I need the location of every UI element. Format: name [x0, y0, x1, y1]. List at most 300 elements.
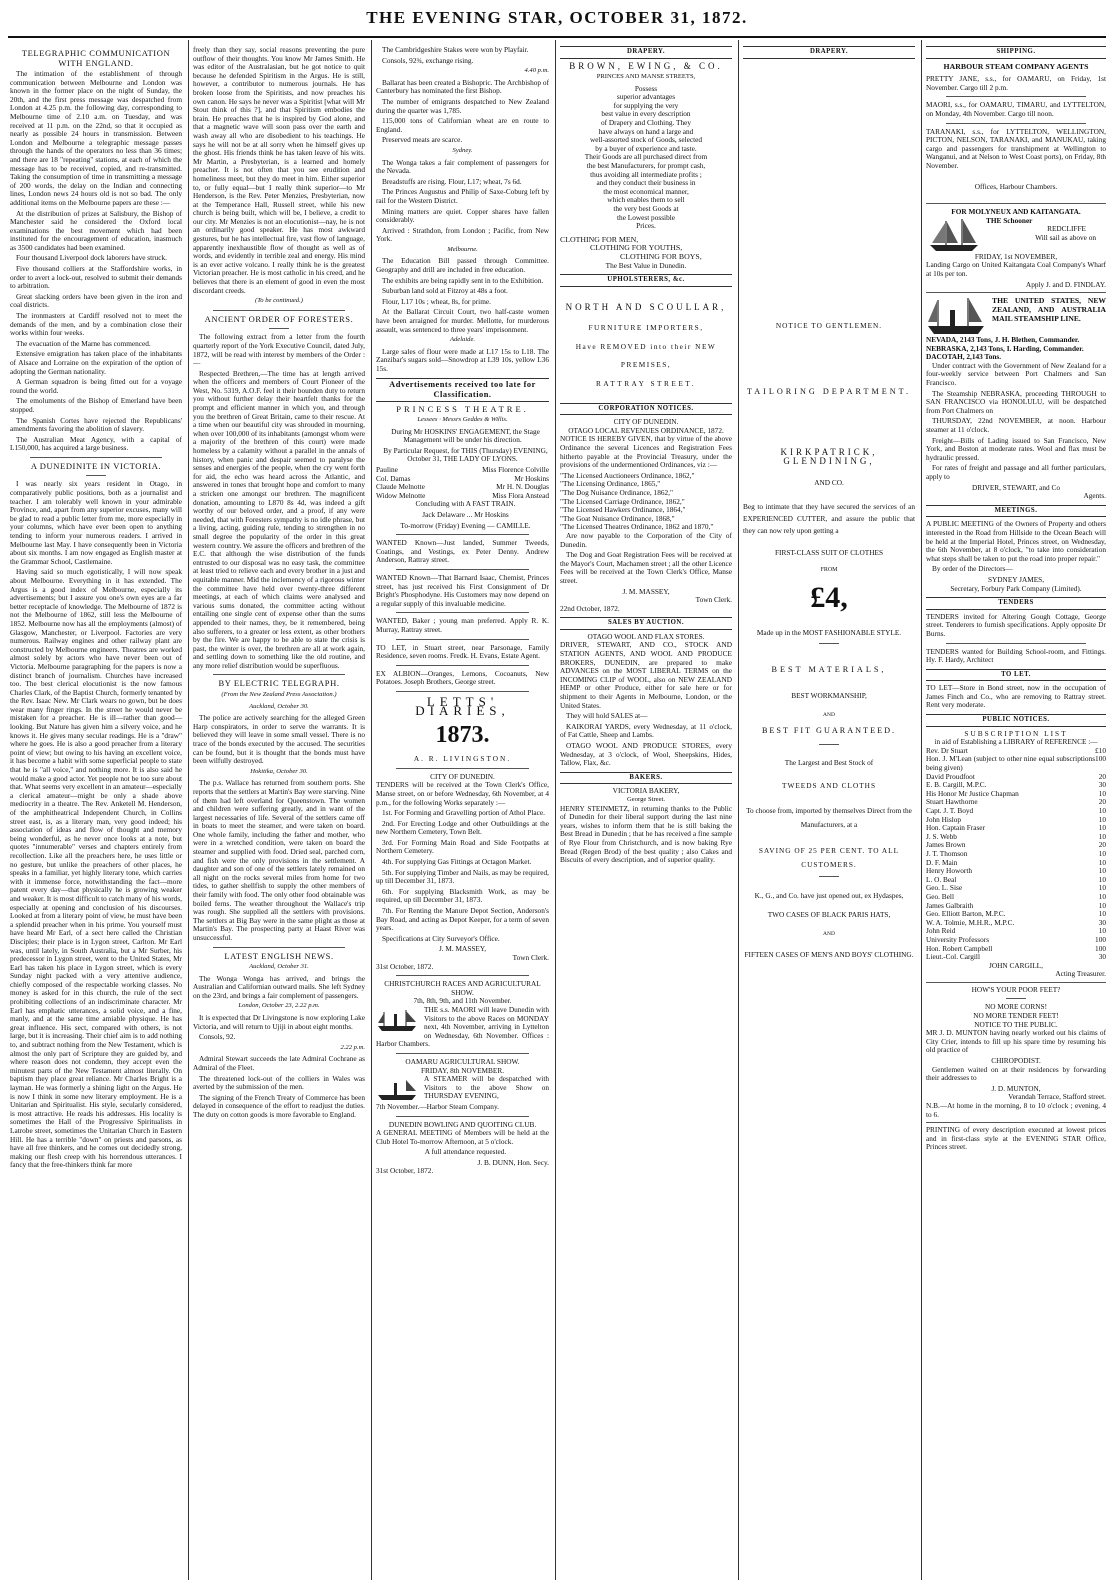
ad-clothing: FIFTEEN CASES OF MEN'S AND BOYS' CLOTHING. [744, 950, 914, 960]
news-item: Large sales of flour were made at L17 15s to L18. The Zanzibar's sugars sold—Snowdrop at L39 10s, yellow L36 15s. [376, 346, 549, 373]
article-paragraph: A German squadron is being fitted out for a voyage round the world. [10, 377, 182, 395]
steamship-icon [926, 296, 988, 336]
tender-item: 6th. For supplying Blacksmith Work, as may be required, up till December 31, 1873. [376, 886, 549, 905]
letts-seller: A. R. LIVINGSTON. [413, 754, 512, 764]
ad-subhead: NOTICE TO THE PUBLIC. [974, 1019, 1058, 1029]
divider [396, 975, 529, 976]
masthead: THE EVENING STAR, OCTOBER 31, 1872. [366, 8, 748, 27]
notice-text: NOTICE IS HEREBY GIVEN, that by virtue of the above Ordinance the several Licences and Registration Fees hitherto payable at the Provincial Treasury, under the provisions of the undermentioned Ordinances, viz :— [560, 434, 732, 470]
ad-headline: NO MORE CORNS! [984, 1002, 1048, 1012]
subscription-amount: 10 [1098, 866, 1106, 876]
cast-row: Widow Melnotte Miss Flora Anstead [376, 490, 549, 500]
subscription-amount: 20 [1098, 771, 1106, 781]
article-paragraph: The Australian Meat Agency, with a capital of L150,000, has acquired a large business. [10, 434, 182, 453]
divider [213, 310, 345, 311]
article-headline: TELEGRAPHIC COMMUNICATION WITH ENGLAND. [21, 48, 171, 68]
subscription-amount: 20 [1098, 797, 1106, 807]
subscriber-name: Henry Howorth [926, 866, 973, 876]
subscription-amount: 10 [1098, 788, 1106, 798]
steamship-icon [376, 1075, 420, 1101]
schooner-text: Landing Cargo on United Kaitangata Coal Company's Wharf at 10s per ton. [926, 260, 1106, 278]
ad-text: For rates of freight and passage and all further particulars, apply to [926, 463, 1106, 481]
signature: J. M. MASSEY, [438, 944, 487, 954]
ad-and: AND [823, 930, 835, 937]
article-paragraph: The Spanish Cortes have rejected the Republicans' amendments favoring the abolition of slavery. [10, 415, 182, 434]
divider [819, 643, 839, 644]
ad-hats: TWO CASES OF BLACK PARIS HATS, [767, 910, 891, 920]
subscription-amount: £10 [1095, 745, 1106, 755]
subscriber-name: Hon. J. M'Lean (subject to other nine equal subscriptions being given) [926, 754, 1096, 773]
subscription-amount: 100 [1095, 934, 1106, 944]
address: Verandah Terrace, Stafford street. [1008, 1092, 1106, 1102]
ad-headline: NOTICE TO GENTLEMEN. [775, 320, 883, 330]
subscription-amount: 10 [1098, 883, 1106, 893]
article-source: (From the New Zealand Press Association.) [221, 690, 337, 698]
notice-heading: OTAGO WOOL AND FLAX STORES. [587, 631, 705, 641]
article-headline: A DUNEDINITE IN VICTORIA. [30, 460, 162, 471]
signature-title: Agents. [1083, 491, 1106, 501]
article-paragraph: freely than they say, social reasons preventing the pure outflow of their thoughts. You know Mr James Smith. He was editor of the Australasian, but he got notice to quit because he defended Spiritism in the Argus. He is still, however, a contributor to numerous journals. He has broken loose from the Spiritists, and now preaches his own canon. He says he never was a Spiritist [what will Mr Stout think of this ?], and that Spiritism embodies the brain. He preaches that he is inspired by God alone, and that a magnetic wave will soon pass over the earth and wash away all who are disobedient to his teachings. He says he will not be at all sorry when he himself gives up the ghost. His friends think he has taken leave of his wits. Mr Martin, a Presbyterian, is a learned and homely preacher. It is not often that you see erudition and homeliness meet, but they do meet in him. Either superior to, or fully equal—but I really think superior—to Mr Henderson, is the Rev. Peter Menzies, Presbyterian, now at the Temperance Hall, Russell street, while his new church is being built, which will be, I believe, a credit to our city. Mr Menzies is not an elocutionist—nay, he is not an ordinarily good speaker. He has most awkward gestures, but he has intellectual fire, vast flow of language, apparently inexhaustible flow of thought as well as of words, and evidently in terrible zeal and energy. His mind is an ever active volcano. I really think he is the greatest Victorian preacher. He is most catholic in his creed, and he believes that there is an element of good in even the most discordant creeds. [193, 46, 365, 295]
theatre-text: Concluding with A FAST TRAIN. [415, 499, 516, 509]
section-header: UPHOLSTERERS, &c. [560, 274, 732, 287]
tender-notice: TENDERS wanted for Building School-room, and Fittings. Hy. F. Hardy, Architect [926, 646, 1106, 665]
ad-text: Gentlemen waited on at their residences by forwarding their addresses to [926, 1064, 1106, 1083]
cast-row: Col. Damas Mr Hoskins [376, 473, 549, 483]
news-item: Arrived : Strathdon, from London ; Pacific, from New York. [376, 225, 549, 244]
column-1 [10, 46, 182, 1576]
article-paragraph: The emoluments of the Bishop of Emerland have been stopped. [10, 396, 182, 414]
subscription-list [926, 747, 1106, 962]
tender-item: 7th. For Renting the Manure Depot Section, Anderson's Bay Road, and acting as Depot Keeper, for a term of seven years. [376, 906, 549, 933]
cast-row: Claude Melnotte Mr H. N. Douglas [376, 482, 549, 492]
subscriber-name: Rev. Dr Stuart [926, 745, 968, 755]
notice-text: A full attendance requested. [424, 1147, 507, 1157]
article-paragraph: The threatened lock-out of the colliers in Wales was averted by the submission of the men. [193, 1073, 365, 1092]
article-paragraph: It is expected that Dr Livingstone is now exploring Lake Victoria, and will return to Ujiji in about eight months. [193, 1013, 365, 1031]
ad-best-materials: BEST MATERIALS, [771, 664, 887, 674]
letts-title: LETTS' DIARIES, [415, 693, 510, 718]
cast-row: Pauline Miss Florence Colville [376, 465, 549, 475]
subscriber-name: J. T. Thomson [926, 848, 968, 858]
news-item: Preserved meats are scarce. [382, 135, 463, 145]
ad-suit: FIRST-CLASS SUIT OF CLOTHES [774, 548, 884, 558]
subscription-row [926, 755, 1106, 772]
ad-text: Have REMOVED into their NEW [575, 341, 717, 351]
news-item: The Princes Augustus and Philip of Saxe-Coburg left by rail for the Western District. [376, 187, 549, 205]
classified-ad: EX ALBION—Oranges, Lemons, Cocoanuts, New Potatoes. Joseph Brothers, George street. [376, 668, 549, 687]
subscription-amount: 10 [1098, 909, 1106, 919]
subscriber-name: John Hislop [926, 814, 962, 824]
article-paragraph: The p.s. Wallace has returned from southern ports. She reports that the settlers at Martin's Bay were starving. Nine of them had left overland for Queenstown. The women and children were suffering greatly, and in want of the largest necessaries of life. Several of the settlers came off in boats to meet the steamer, and were taken on board. One whole family, including the father and mother, who were in a wretched condition, were taken on board the steamer and supplied with food. Dried seal, parched corn, and fish were the only provisions in the settlement. A daughter and son of one of the settlers lately remained on all night on the rocks several miles from home for two tides, to gather shellfish to supply the other members of their family with food. The only other food obtainable was boiled ferns. The weather throughout the Wallace's trip was rough. She supplied all the settlers with provisions. The settlers at Big Bay were in the same plight as those at Martin's Bay. The prospecting party at Haast River was unsuccessful. [193, 778, 365, 942]
shipping-item: PRETTY JANE, s.s., for OAMARU, on Friday, 1st November. Cargo till 2 p.m. [926, 74, 1106, 92]
article-paragraph: The following extract from a letter from the fourth quarterly report of the York Executive Council, dated July, 1872, will be read with interest by members of the Order :— [193, 332, 365, 368]
article-paragraph: Extensive emigration has taken place of the inhabitants of Alsace and Lorraine on the expiration of the option of adopting the German nationality. [10, 349, 182, 376]
dateline: London, October 23, 2.22 p.m. [238, 1002, 320, 1010]
news-item: Ballarat has been created a Bishopric. The Archbishop of Canterbury has nominated the first Bishop. [376, 77, 549, 96]
tender-item: 2nd. For Erecting Lodge and other Outbuildings at the new Northern Cemetery, Town Belt. [376, 818, 549, 837]
article-headline: LATEST ENGLISH NEWS. [224, 950, 334, 961]
divider [396, 639, 529, 640]
divider [396, 768, 529, 769]
news-item: Flour, L17 10s ; wheat, 8s, for prime. [382, 296, 491, 306]
ad-text: Beg to intimate that they have secured the services of an EXPERIENCED CUTTER, and assure the public that they can now rely upon getting a [743, 502, 915, 536]
notice-heading: CITY OF DUNEDIN. [430, 771, 495, 781]
tender-item: 3rd. For Forming Main Road and Side Footpaths at Northern Cemetery. [376, 837, 549, 856]
article-paragraph: At the distribution of prizes at Salisbury, the Bishop of Manchester said he considered the Oxford local examinations the best movement which had been instituted for the encouragement of education, inasmuch as 3500 candidates had been examined. [10, 208, 182, 252]
column-4 [560, 46, 732, 1576]
divider [396, 1116, 529, 1117]
ad-text: Made up in the MOST FASHIONABLE STYLE. [756, 627, 902, 637]
subscriber-name: W. A. Tolmie, M.H.R., M.P.C. [926, 917, 1015, 927]
ship-entry: NEVADA, 2143 Tons, J. H. Blethen, Commander. [926, 335, 1080, 345]
news-item: Consols, 92¾, exchange rising. [382, 55, 474, 65]
classified-ad: WANTED Known—Just landed, Summer Tweeds, Coatings, and Vestings, ex Peter Denny. Andrew Anderson, Rattray street. [376, 538, 549, 565]
article-paragraph: The intimation of the establishment of through communication between Melbourne and London was known in the former place on the night of Sunday, the 20th, and the first press message was despatched from London at 4.25 p.m. the following day, corresponding to Melbourne time of 2.10 a.m. on Tuesday, and was received at 11 p.m. on the 22nd, so that it occupied as nearly as possible 24 hours in transmission. Between London and Melbourne a telegraphic message passes through the hands of the operators no less than 36 times; and there are 18 "repeating" stations, at each of which the message has to be received, copied, and re-transmitted. Taking the consumption of time in transmitting a message of 200 words, the delay on the Indian and connecting lines, London news 24 hours old is not so bad. The only additional items on the Melbourne papers are these :— [10, 69, 182, 207]
divider [396, 691, 529, 692]
ad-text: The Steamship NEBRASKA, proceeding THROUGH to SAN FRANCISCO via HONOLULU, will be despatched from Port Chalmers on [926, 388, 1106, 415]
theatre-text: By Particular Request, for THIS (Thursday) EVENING, October 31, THE LADY OF LYONS. [383, 445, 548, 464]
section-header: Advertisements received too late for Classification. [376, 378, 549, 402]
subscriber-name: Geo. Bell [926, 891, 954, 901]
notice-dates: FRIDAY, 8th NOVEMBER. [420, 1065, 505, 1075]
ad-body: Possess superior advantages for supplying the very best value in every description of Drapery and Clothing. They have always on hand a large and well-assorted stock of Goods, selected by a buyer of experience and taste. Their Goods are all purchased direct from the best Manufacturers, for prompt cash, thus avoiding all intermediate profits ; and they conduct their business in the most economical manner, which enables them to sell the very best Goods at the Lowest possible Prices. [584, 83, 708, 231]
signature-title: Secretary, Forbury Park Company (Limited). [950, 583, 1082, 593]
subscriber-name: J. S. Webb [926, 831, 957, 841]
dateline: 4.40 p.m. [524, 67, 549, 75]
to-let-notice: TO LET—Store in Bond street, now in the occupation of James Finch and Co., who are removing to Rattray street. Rent very moderate. [926, 683, 1106, 710]
news-item: 115,000 tons of Californian wheat are en route to England. [376, 116, 549, 134]
divider [396, 569, 529, 570]
subscriber-name: E. B. Cargill, M.P.C. [926, 780, 987, 790]
divider [819, 744, 839, 745]
schooner-text: Will sail as above on [1035, 232, 1096, 242]
subscriber-name: L. O. Beal [926, 874, 957, 884]
section-header: CORPORATION NOTICES. [560, 403, 732, 416]
notice-text: KAIKORAI YARDS, every Wednesday, at 11 o'clock, of Fat Cattle, Sheep and Lambs. [560, 721, 732, 740]
subscription-amount: 10 [1098, 814, 1106, 824]
section-header: TO LET. [926, 669, 1106, 682]
subscriber-name: John Reid [926, 926, 956, 936]
dateline: Auckland, October 30. [249, 702, 309, 710]
meeting-notice: A PUBLIC MEETING of the Owners of Property and others interested in the Road from Hillside to the Ocean Beach will be held at the Imperial Hotel, Princes street, on Wednesday, the 6th November, at 8 o'clock, "to take into consideration what steps shall be taken to put the road into proper repair." [926, 519, 1106, 563]
divider [1006, 998, 1026, 999]
ad-text: THURSDAY, 22nd NOVEMBER, at noon. Harbour steamer at 11 o'clock. [926, 416, 1106, 435]
subscription-amount: 10 [1098, 900, 1106, 910]
ad-text: Under contract with the Government of New Zealand for a four-weekly service between Port Chalmers and San Francisco. [926, 360, 1106, 388]
signature: DRIVER, STEWART, and Co [972, 482, 1060, 492]
column-3 [376, 46, 549, 1576]
subscriber-name: James Galbraith [926, 900, 974, 910]
notice-dates: 7th, 8th, 9th, and 11th November. [413, 996, 512, 1006]
article-paragraph: Great slacking orders have been given in the iron and coal districts. [10, 291, 182, 310]
article-paragraph: Admiral Stewart succeeds the late Admiral Cochrane as Admiral of the Fleet. [193, 1054, 365, 1073]
subscription-amount: 10 [1098, 926, 1106, 936]
divider [819, 876, 839, 877]
ad-clothing-list: CLOTHING FOR MEN, CLOTHING FOR YOUTHS, CLOTHING FOR BOYS, [560, 234, 702, 261]
theatre-text: To-morrow (Friday) Evening — CAMILLE. [400, 520, 531, 530]
ad-firm-name: KIRKPATRICK, GLENDINING, [780, 446, 878, 467]
schooner-label: THE Schooner [986, 215, 1033, 225]
divider [396, 612, 529, 613]
cast-list [376, 466, 549, 500]
divider [946, 123, 1086, 124]
divider [396, 534, 529, 535]
dateline: Adelaide. [449, 336, 476, 344]
schooner-icon [926, 217, 982, 253]
notice-text: 7th November.—Harbor Steam Company. [376, 1101, 499, 1111]
news-item: The number of emigrants despatched to New Zealand during the quarter was 1,785. [376, 96, 549, 115]
article-paragraph: Five thousand colliers at the Staffordshire works, in order to avert a lock-out, resolved to submit their demands to arbitration. [10, 264, 182, 291]
divider [269, 328, 289, 329]
date: 31st October, 1872. [376, 1166, 434, 1176]
article-headline: BY ELECTRIC TELEGRAPH. [218, 678, 340, 689]
article-paragraph: I was nearly six years resident in Otago, in comparatively public positions, both as a journalist and teacher. I am tolerably well known in your admirable Province, and, apart from any superior excuses, many will be glad to read a public letter from me, more especially in your columns, which have ever been open to anything tending to inform your numerous readers. I arrived in Melbourne last May. I have consequently been in Victoria about six months. I am now engaged as English master at the Grammar School, Castlemaine. [10, 479, 182, 566]
subscriber-name: David Proudfoot [926, 771, 975, 781]
ad-headline: HARBOUR STEAM COMPANY AGENTS [943, 61, 1089, 71]
signature-title: Town Clerk. [695, 595, 732, 605]
ad-headline: THE UNITED STATES, NEW ZEALAND, AND AUSTRALIA MAIL STEAMSHIP LINE. [992, 296, 1106, 324]
ad-text: To choose from, imported by themselves Direct from the Manufacturers, at a [746, 806, 912, 830]
divider [926, 982, 1106, 983]
dateline: Melbourne. [447, 245, 478, 253]
letts-year: 1873. [435, 722, 490, 749]
signature: Apply J. and D. FINDLAY. [1025, 279, 1106, 289]
column-divider [555, 40, 556, 1580]
ad-text: K., G., and Co. have just opened out, ex Hydaspes, [754, 891, 904, 901]
notice-text: Are now payable to the Corporation of the City of Dunedin. [560, 530, 732, 549]
ship-entry: NEBRASKA, 2,143 Tons, I. Harding, Commander. [926, 343, 1084, 353]
theatre-title: PRINCESS THEATRE. [396, 403, 529, 414]
signature: J. M. MASSEY, [622, 586, 670, 596]
schooner-name: REDCLIFFE [1047, 224, 1086, 234]
notice-heading: VICTORIA BAKERY, [612, 786, 680, 796]
ad-subhead: TAILORING DEPARTMENT. [746, 387, 912, 397]
subscription-amount: 10 [1098, 806, 1106, 815]
dateline: 2.22 p.m. [340, 1043, 365, 1051]
section-header: TENDERS [926, 597, 1106, 610]
ad-best-workmanship: BEST WORKMANSHIP, [791, 691, 867, 701]
ad-text: N.B.—At home in the morning, 8 to 10 o'clock ; evening, 4 to 6. [926, 1101, 1106, 1119]
classified-ad: WANTED Known—That Barnard Isaac, Chemist, Princes street, has just received his First Consignment of Dr Bright's Phosphodyne. His Customers may now depend on a regular supply of this invaluable medicine. [376, 573, 549, 608]
ad-best-fit: BEST FIT GUARANTEED. [761, 726, 897, 736]
news-item: The Education Bill passed through Committee. Geography and drill are included in free education. [376, 256, 549, 275]
section-header: DRAPERY. [743, 46, 915, 59]
divider [213, 674, 345, 675]
divider [396, 665, 529, 666]
signature-title: Acting Treasurer. [1055, 969, 1106, 979]
ad-headline: NO MORE TENDER FEET! [973, 1011, 1059, 1021]
ad-from: FROM [820, 566, 838, 573]
divider [926, 292, 1106, 293]
ad-address: PRINCES AND MANSE STREETS, [596, 73, 696, 81]
column-6 [926, 46, 1106, 1576]
ad-address: George Street. [627, 795, 665, 803]
tender-item: 4th. For supplying Gas Fittings at Octagon Market. [382, 857, 532, 867]
ship-entry: DACOTAH, 2,143 Tons. [926, 352, 1002, 362]
subscription-amount: 30 [1098, 952, 1106, 962]
classified-ad: TO LET, in Stuart street, near Parsonage, Family Residence, seven rooms. Fredk. H. Evans, Estate Agent. [376, 642, 549, 661]
signature: JOHN CARGILL, [989, 960, 1043, 970]
divider [396, 1053, 529, 1054]
signature: SYDNEY JAMES, [987, 574, 1045, 584]
continued-note: (To be continued.) [255, 297, 303, 305]
subscription-amount: 20 [1098, 840, 1106, 850]
ad-tagline: The Best Value in Dunedin. [605, 260, 687, 270]
subscriber-name: James Brown [926, 840, 966, 850]
divider [30, 457, 162, 458]
subscription-amount: 30 [1098, 917, 1106, 927]
tender-item: 5th. For supplying Timber and Nails, as may be required, up till December 31, 1873. [376, 867, 549, 886]
ad-saving: SAVING OF 25 PER CENT. TO ALL CUSTOMERS. [758, 846, 900, 870]
subscription-amount: 10 [1098, 848, 1106, 858]
ad-subhead: FURNITURE IMPORTERS, [588, 323, 704, 333]
section-header: PUBLIC NOTICES. [926, 714, 1106, 727]
ad-headline: FOR MOLYNEUX AND KAITANGATA. [951, 207, 1081, 217]
column-2 [193, 46, 365, 1576]
notice-heading: CITY OF DUNEDIN. [613, 417, 679, 427]
signature: J. D. MUNTON, [991, 1083, 1041, 1093]
notice-text: The Dog and Goat Registration Fees will be received at the Mayor's Court, Machamen street ; all the other Licence Fees will be received at the Town Clerk's Office, Manse street. [560, 550, 732, 585]
subscription-amount: 30 [1098, 780, 1106, 790]
subscriber-name: University Professors [926, 934, 990, 944]
offices: Offices, Harbour Chambers. [974, 181, 1058, 191]
ad-headline: NORTH AND SCOULLAR, [565, 301, 727, 312]
news-item: The Wonga takes a fair complement of passengers for the Nevada. [376, 157, 549, 176]
printing-ad: PRINTING of every description executed at lowest prices and in first-class style at the EVENING STAR Office, Princes street. [926, 1125, 1106, 1152]
section-header: BAKERS. [560, 772, 732, 785]
subscriber-name: Hon. Robert Campbell [926, 943, 993, 953]
ad-text: The Largest and Best Stock of [784, 757, 874, 767]
schooner-date: FRIDAY, 1st NOVEMBER, [974, 251, 1058, 261]
subscription-amount: 10 [1098, 857, 1106, 867]
ad-price: £4, [810, 580, 848, 614]
subscriber-name: Stuart Hawthorne [926, 797, 978, 807]
shipping-item: TARANAKI, s.s., for LYTTELTON, WELLINGTON, PICTON, NELSON, TARANAKI, and MANUKAU, taking cargo and passengers for transhipment at Wellington to Wanganui, and at Nelson to West Coast ports), on Friday, 8th November. [926, 126, 1106, 170]
column-5 [743, 46, 915, 1576]
steamship-icon [376, 1006, 420, 1032]
ad-tweeds: TWEEDS AND CLOTHS [781, 780, 877, 790]
ad-text: MR J. D. MUNTON having nearly worked out his claims of City Crier, intends to fill up his spare time by resuming his old practice of [926, 1028, 1106, 1055]
article-paragraph: The Wonga Wonga has arrived, and brings the Australian and Californian outward mails. She left Sydney on the 23rd, and brings a fair complement of passengers. [193, 973, 365, 1000]
article-paragraph: Consols, 92. [199, 1032, 236, 1042]
ad-headline: HOW'S YOUR POOR FEET? [971, 984, 1061, 994]
subscriber-name: His Honor Mr Justice Chapman [926, 788, 1019, 798]
notice-heading: CHRISTCHURCH RACES AND AGRICULTURAL SHOW. [384, 979, 541, 997]
article-paragraph: The ironmasters at Cardiff resolved not to meet the demands of the men, and by a combination close their works within four weeks. [10, 311, 182, 338]
divider [926, 203, 1106, 204]
theatre-text: Jack Delaware ... Mr Hoskins [422, 510, 509, 520]
ad-and: AND [823, 711, 835, 718]
subscription-amount: 10 [1098, 874, 1106, 884]
dateline: Hokitika, October 30. [250, 767, 308, 775]
notice-text: THE s.s. MAORI will leave Dunedin with Visitors to the above Races on MONDAY next, 4th November, arriving in Lyttelton on Wednesday, 6th November. Offices : Harbor Chambers. [376, 1004, 549, 1049]
article-paragraph: The police are actively searching for the alleged Green Harp conspirators, in order to serve the warrants. It is believed they will leave in some small vessel. There is no trace of the bonds executed by the accused. The securities can be found, but it is thought that the bonds must have been wilfully destroyed. [193, 713, 365, 766]
ad-text: Freight—Bills of Lading issued to San Francisco, New York, and Boston at moderate rates. Wool and flax must be hydraulic pressed. [926, 435, 1106, 462]
section-header: DRAPERY. [560, 46, 732, 59]
article-paragraph: The evacuation of the Marne has commenced. [16, 338, 151, 348]
ad-text: PREMISES, [620, 360, 672, 370]
article-paragraph: Respected Brethren,—The time has at length arrived when the officers and members of Court Pioneer of the West, No. 5319, A.O.F. feel it their bounden duty to return you without further delay their heartfelt thanks for the prompt and efficient manner in which you, and through you the brethren of Great Britain, came to their rescue. At a time when our beautiful city was shrouded in mourning, when over 100,000 of its inhabitants (amongst whom were a majority of the brethren of this court) were made homeless by a calamity without a parallel in the annals of history, when panic and despair seemed to paralyse the senses and energies of the people, when the cry went forth for aid, the echo was heard across the Atlantic, and answered in tones that brought hope and comfort to many a stricken one amongst our brethren. The magnificent donation, amounting to L870 8s 4d, was indeed a gift worthy of our beloved order, and a proof, if any were needed, that with Foresters sympathy is no idle phrase, but a living, acting, guiding rule, tending to strengthen in no small degree the popularity of the order in this great western country. We assure the officers and brethren of the E.C. that although the wise distribution of the funds entrusted to our disposal was no easy task, the committee at least tried to relieve each and every brother in a just and equitable manner. Mid the inclemency of a rigorous winter the committee have held over twenty-three different meetings, at each of which claims were analysed and various sums donated, the committee acting without entailing one single cent of expense other than the sums appended to their names, they, be it remembered, being also sufferers, to a greater or less extent, as other brothers by the fire. We are happy to be able to state the crisis is past, the winter is over, the brethren are all at work again, and settling down to something like the old routine, and any more relief distribution would be superfluous. [193, 368, 365, 670]
notice-text: A GENERAL MEETING of Members will be held at the Club Hotel To-morrow Afternoon, at 5 o'clock. [376, 1128, 549, 1146]
tender-notice: TENDERS invited for Altering Gough Cottage, George street. Tenderers to furnish specifications. Apply opposite Dr Burns. [926, 611, 1106, 638]
ad-subhead: CHIROPODIST. [991, 1056, 1041, 1066]
classified-ad: WANTED, Baker ; young man preferred. Apply R. K. Murray, Rattray street. [376, 616, 549, 634]
subscription-amount: 10 [1098, 823, 1106, 833]
divider [213, 947, 345, 948]
subscriber-name: Geo. L. Sise [926, 883, 963, 893]
subscription-amount: 100 [1095, 754, 1106, 764]
notice-text: A STEAMER will be despatched with Visitors to the above Show on THURSDAY EVENING, [424, 1074, 549, 1101]
signature-title: Town Clerk. [512, 953, 549, 962]
subscriber-name: Capt. J. T. Boyd [926, 806, 974, 815]
date: 22nd October, 1872. [560, 603, 620, 613]
notice-text: DRIVER, STEWART, AND CO., STOCK AND STATION AGENTS, AND WOOL AND PRODUCE BROKERS, DUNEDIN, are prepared to make ADVANCES on the MOST LIBERAL TERMS on the INCOMING CLIP of WOOL, also on NEW ZEALAND HEMP or other Produce, either for sale here or for shipment to their Agents in Melbourne, London, or the United States. [560, 640, 732, 710]
ad-headline: BROWN, EWING, & CO. [569, 60, 723, 71]
divider [946, 643, 1086, 644]
news-item: At the Ballarat Circuit Court, two half-caste women have been arraigned for murder. Mellotte, for murderous assault, was sentenced to three years' imprisonment. [376, 307, 549, 334]
column-divider [188, 40, 189, 1580]
masthead-rule [8, 36, 1106, 38]
section-header: SHIPPING. [926, 46, 1106, 59]
divider [926, 1122, 1106, 1123]
article-paragraph: Four thousand Liverpool dock laborers have struck. [16, 253, 167, 263]
date: 31st October, 1872. [376, 961, 434, 971]
news-item: The exhibits are being rapidly sent in to the Exhibition. [382, 275, 544, 285]
notice-heading: OAMARU AGRICULTURAL SHOW. [405, 1056, 520, 1066]
subscriber-name: D. F. Main [926, 857, 958, 867]
notice-heading: DUNEDIN BOWLING AND QUOITING CLUB. [388, 1119, 537, 1129]
news-item: Mining matters are quiet. Copper shares have fallen considerably. [376, 206, 549, 225]
subscription-amount: 10 [1098, 831, 1106, 841]
section-header: MEETINGS. [926, 505, 1106, 518]
column-divider [371, 40, 372, 1580]
ad-text: RATTRAY STREET. [595, 379, 697, 389]
article-paragraph: The signing of the French Treaty of Commerce has been delayed in consequence of the effort to readjust the duties. The duty on cotton goods is more favorable to England. [193, 1092, 365, 1119]
shipping-item: MAORI, s.s., for OAMARU, TIMARU, and LYTTELTON, on Monday, 4th November. Cargo till noon. [926, 100, 1106, 118]
news-item: Breadstuffs are rising. Flour, L17; wheat, 7s 6d. [382, 176, 522, 186]
meeting-notice: By order of the Directors— [932, 564, 1013, 574]
notice-text: HENRY STEINMETZ, in returning thanks to the Public of Dunedin for their liberal support during the last nine years, wishes to inform them that he is still baking the Best Bread in Dunedin ; that he has received a fine sample of Rye Flour from Christchurch, and is now baking Rye Bread (Regen Brod) of the best quality ; also Cakes and Biscuits of every description, and of superior quality. [560, 803, 732, 865]
subscription-text: in aid of Establishing a LIBRARY of REFERENCE :— [934, 737, 1098, 747]
notice-heading: OTAGO LOCAL REVENUES ORDINANCE, 1872. [568, 425, 724, 435]
dateline: Auckland, October 31. [249, 963, 309, 971]
news-item: Suburban land sold at Fitzroy at 48s a foot. [382, 286, 508, 296]
tender-item: 1st. For Forming and Gravelling portion of Athol Place. [382, 808, 545, 818]
article-headline: ANCIENT ORDER OF FORESTERS. [204, 313, 354, 324]
ad-firm-name-suffix: AND CO. [814, 477, 844, 487]
subscriber-name: Geo. Elliott Barton, M.P.C. [926, 909, 1006, 919]
tender-item: Specifications at City Surveyor's Office. [382, 933, 500, 943]
article-paragraph: Having said so much egotistically, I will now speak about Melbourne. Everything in it has extended. The Argus is a good index of Melbourne, especially its advertisements; but I assure you one's own eyes are a far better receptacle of knowledge. The Melbourne of 1872 is not the Melbourne of 1862, still less the Melbourne of 1852. Melbourne now has all the employments (almost) of Glasgow, Manchester, or Liverpool. Factories are very numerous. Railway engines and other railway plant are constructed by Melbourne engineers. Theatres are worked almost solely by actors who have never been out of Victoria. Melbourne paragraphing for the papers is now a distinct branch of journalism. Churches have increased too. The best clerical elocutionist is the now famous Charles Clark, of the Baptist Church, formerly tenanted by the Rev. Isaac New. Mr Clark wears no gown, but he does wear many finger rings. In the street he would never be mistaken for a preacher. He is ill—rather than good—looking. But Nature has given him a silvery voice, and he knows it. He gives many secular readings. He is a "draw" where he goes. He is also a good preacher from a literary point of view; but owing to his having an excellent voice, it has become a habit with some superficial people to state that he is "all voice," and nothing more. It is also said he would make a good actor. Yet people not be too sure about that. What seems very excellent in an amateur—especially a clerical amateur—might be only a shade above mediocrity in a theatre. The Rev. Anketell M. Henderson, of the amphitheatrical Independent Church, in Collins street east, is, as a literary man, very good indeed; his association of ideas and flow of thought and memory being wonderful, as he never once looks at a note, but quotes "innumerable" verses and chapters entirely from recollection. Like all the preachers here, he uses little or no gesture, but unlike the preachers of other places, he speaks in a familiar, yet highly literary tone, which carries with it immense force, notwithstanding the fact—more patent every day—that physically he is growing weaker and weaker. It is most difficult to catch many of his words, especially at opening and conclusion of his discourses. Looked at from a literary point of view, he must have been a splendid preacher when in his prime. You yourself must have heard Mr Earl, of a sect here called the Christian Disciples; their place is in Lygon street, Carlton. Mr Earl was, until lately, in South Australia, but a Mr Surber, his predecessor in Lygon street, went to the United States, Mr Earl has taken his place in Lygon street, which is every Sunday night packed with a very attentive audience, chiefly composed of the respectable working classes. No money is asked for in this church, the rule of the sect prohibiting collections of an indiscriminate character. Mr Earl has emphatic utterances, a solid voice, and a fine, manly, and at the same time amiable physique. He has great influence. His sect, compared with others, is not large, but it is increasing. Their chief aim is to add nothing to, and subtract nothing from the New Testament, which is almost the only part of Scripture they are guided by, and where reason does not condemn, they accept even the minutest parts of the New Testament almost literally. On baptism they place great reliance. Mr Charles Bright is a layman. He was formerly a shining light on the Argus. He is now I think in some new literary employment. He is a Unitarian and Spiritualist. His style, secularly considered, is most attractive. He reads his addresses. His locality is sometimes the Hall of the Progressive Spiritualists in Latrobe street, sometimes the Unitarian Church in Eastern Hill. He has a terrible "down" on priests and parsons, as have all free thinkers, and he comes out decidedly strong, making our flesh creep with his horrendous utterances. I fancy that the free-thinkers think far more [10, 567, 182, 1170]
subscriber-name: Lieut.-Col. Cargill [926, 952, 980, 962]
subscription-amount: 10 [1098, 891, 1106, 901]
column-divider [921, 40, 922, 1580]
tender-notice: TENDERS will be received at the Town Clerk's Office, Manse street, on or before Wednesday, 6th November, at 4 p.m., for the following Works separately :— [376, 780, 549, 807]
notice-text: They will hold SALES at— [566, 711, 648, 721]
subscriber-name: Hon. Captain Fraser [926, 823, 985, 833]
signature: J. B. DUNN, Hon. Secy. [477, 1157, 549, 1167]
divider [946, 96, 1086, 97]
theatre-lessees: Lessees · Messrs Geddes & Willis. [417, 416, 508, 424]
subscription-heading: SUBSCRIPTION LIST [964, 728, 1068, 738]
news-item: The Cambridgeshire Stakes were won by Playfair. [382, 46, 529, 54]
dateline: Sydney. [452, 146, 473, 154]
notice-text: OTAGO WOOL AND PRODUCE STORES, every Wednesday, at 3 o'clock, of Wool, Sheepskins, Hides, Tallow, Flax, &c. [560, 741, 732, 768]
divider [86, 475, 106, 476]
section-header: SALES BY AUCTION. [560, 617, 732, 630]
ordinance-list: "The Licensed Auctioneers Ordinance, 1862," "The Licensing Ordinance, 1865," "The Dog Nuisance Ordinance, 1862," "The Licensed Carriage Ordinance, 1862," "The Licensed Hawkers Ordinance, 1864," "The Goat Nuisance Ordinance, 1868," "The Licensed Theatres Ordinance, 1862 and 1870," [560, 470, 714, 532]
column-divider [738, 40, 739, 1580]
